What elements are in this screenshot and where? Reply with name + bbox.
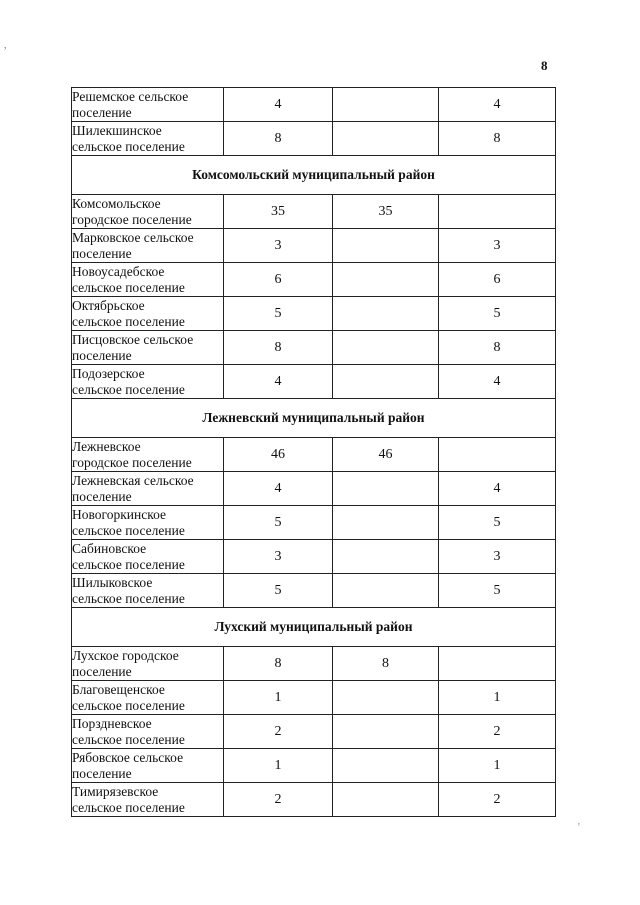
urban-count-cell — [333, 88, 439, 122]
rural-count-cell: 4 — [439, 88, 556, 122]
rural-count-cell: 2 — [439, 783, 556, 817]
settlement-name-line: Комсомольское — [72, 195, 161, 211]
table-row — [72, 647, 556, 681]
table-row — [72, 749, 556, 783]
settlement-name-line: городское поселение — [72, 454, 192, 470]
settlement-name-line: Лежневская сельское — [72, 472, 194, 488]
urban-count-cell — [333, 749, 439, 783]
settlement-name-cell — [72, 88, 224, 122]
urban-count-cell: 46 — [333, 438, 439, 472]
table-row — [72, 229, 556, 263]
settlement-name-cell — [72, 195, 224, 229]
urban-count-cell — [333, 681, 439, 715]
total-count-cell: 4 — [224, 365, 333, 399]
rural-count-cell: 6 — [439, 263, 556, 297]
rural-count-cell: 5 — [439, 574, 556, 608]
total-count-cell: 5 — [224, 297, 333, 331]
table-row — [72, 540, 556, 574]
settlement-name-line: поселение — [72, 488, 132, 504]
settlement-name-cell — [72, 715, 224, 749]
table-row — [72, 506, 556, 540]
total-count-cell: 3 — [224, 229, 333, 263]
settlement-name-cell — [72, 297, 224, 331]
settlement-name-line: сельское поселение — [72, 556, 185, 572]
settlement-name-line: Октябрьское — [72, 297, 145, 313]
urban-count-cell — [333, 229, 439, 263]
urban-count-cell — [333, 540, 439, 574]
rural-count-cell: 4 — [439, 472, 556, 506]
urban-count-cell — [333, 506, 439, 540]
district-header-row — [72, 608, 556, 647]
rural-count-cell — [439, 647, 556, 681]
settlement-name-line: Шилекшинское — [72, 122, 162, 138]
rural-count-cell: 1 — [439, 681, 556, 715]
table-row — [72, 365, 556, 399]
settlement-name-line: сельское поселение — [72, 279, 185, 295]
settlement-name-line: Рябовское сельское — [72, 749, 184, 765]
page-number: 8 — [541, 58, 548, 73]
urban-count-cell — [333, 365, 439, 399]
urban-count-cell: 35 — [333, 195, 439, 229]
urban-count-cell — [333, 472, 439, 506]
settlement-name-line: Лежневское — [72, 438, 141, 454]
rural-count-cell: 8 — [439, 122, 556, 156]
settlement-name-cell — [72, 365, 224, 399]
table-row — [72, 438, 556, 472]
total-count-cell: 4 — [224, 472, 333, 506]
district-header-row — [72, 156, 556, 195]
rural-count-cell: 1 — [439, 749, 556, 783]
settlement-name-line: сельское поселение — [72, 138, 185, 154]
urban-count-cell — [333, 574, 439, 608]
district-title: Лежневский муниципальный район — [72, 399, 556, 438]
settlement-name-line: Лухское городское — [72, 647, 179, 663]
settlement-name-line: Писцовское сельское — [72, 331, 194, 347]
settlement-name-cell — [72, 122, 224, 156]
rural-count-cell: 5 — [439, 297, 556, 331]
rural-count-cell: 5 — [439, 506, 556, 540]
table-row — [72, 472, 556, 506]
settlement-name-cell — [72, 783, 224, 817]
table-row — [72, 122, 556, 156]
table-row — [72, 195, 556, 229]
settlement-name-cell — [72, 331, 224, 365]
settlement-name-line: сельское поселение — [72, 731, 185, 747]
total-count-cell: 35 — [224, 195, 333, 229]
table-row — [72, 574, 556, 608]
table-row — [72, 715, 556, 749]
settlement-name-line: Новогоркинское — [72, 506, 167, 522]
settlement-name-line: Шилыковское — [72, 574, 153, 590]
total-count-cell: 8 — [224, 122, 333, 156]
total-count-cell: 5 — [224, 506, 333, 540]
table-row — [72, 681, 556, 715]
settlements-table — [71, 87, 556, 817]
rural-count-cell — [439, 438, 556, 472]
total-count-cell: 3 — [224, 540, 333, 574]
urban-count-cell: 8 — [333, 647, 439, 681]
settlement-name-line: городское поселение — [72, 211, 192, 227]
table-row — [72, 331, 556, 365]
scan-speck-mark: , — [4, 40, 7, 51]
settlement-name-line: поселение — [72, 765, 132, 781]
district-title: Лухский муниципальный район — [72, 608, 556, 647]
rural-count-cell: 3 — [439, 540, 556, 574]
table-row — [72, 263, 556, 297]
settlement-name-line: Благовещенское — [72, 681, 165, 697]
table-row — [72, 783, 556, 817]
settlement-name-line: сельское поселение — [72, 697, 185, 713]
settlement-name-cell — [72, 681, 224, 715]
settlement-name-line: сельское поселение — [72, 381, 185, 397]
settlement-name-line: сельское поселение — [72, 313, 185, 329]
district-header-row — [72, 399, 556, 438]
settlement-name-line: поселение — [72, 663, 132, 679]
settlement-name-line: сельское поселение — [72, 590, 185, 606]
table-row — [72, 88, 556, 122]
urban-count-cell — [333, 331, 439, 365]
total-count-cell: 6 — [224, 263, 333, 297]
settlement-name-cell — [72, 438, 224, 472]
settlement-name-line: сельское поселение — [72, 522, 185, 538]
settlement-name-line: Порздневское — [72, 715, 152, 731]
settlement-name-cell — [72, 506, 224, 540]
settlement-name-line: поселение — [72, 347, 132, 363]
settlement-name-cell — [72, 472, 224, 506]
total-count-cell: 8 — [224, 647, 333, 681]
total-count-cell: 4 — [224, 88, 333, 122]
settlement-name-line: поселение — [72, 245, 132, 261]
settlement-name-line: Новоусадебское — [72, 263, 165, 279]
total-count-cell: 46 — [224, 438, 333, 472]
total-count-cell: 1 — [224, 749, 333, 783]
urban-count-cell — [333, 715, 439, 749]
settlement-name-cell — [72, 574, 224, 608]
rural-count-cell — [439, 195, 556, 229]
settlement-name-line: Подозерское — [72, 365, 145, 381]
urban-count-cell — [333, 297, 439, 331]
urban-count-cell — [333, 122, 439, 156]
district-title: Комсомольский муниципальный район — [72, 156, 556, 195]
rural-count-cell: 4 — [439, 365, 556, 399]
settlement-name-line: Сабиновское — [72, 540, 147, 556]
total-count-cell: 2 — [224, 783, 333, 817]
settlement-name-line: Решемское сельское — [72, 88, 189, 104]
rural-count-cell: 8 — [439, 331, 556, 365]
settlement-name-line: поселение — [72, 104, 132, 120]
settlement-name-cell — [72, 263, 224, 297]
scan-speck-mark: ' — [578, 822, 580, 833]
total-count-cell: 5 — [224, 574, 333, 608]
urban-count-cell — [333, 783, 439, 817]
total-count-cell: 2 — [224, 715, 333, 749]
settlement-name-cell — [72, 647, 224, 681]
urban-count-cell — [333, 263, 439, 297]
rural-count-cell: 2 — [439, 715, 556, 749]
total-count-cell: 8 — [224, 331, 333, 365]
rural-count-cell: 3 — [439, 229, 556, 263]
table-row — [72, 297, 556, 331]
total-count-cell: 1 — [224, 681, 333, 715]
settlement-name-line: сельское поселение — [72, 799, 185, 815]
settlement-name-cell — [72, 229, 224, 263]
settlement-name-cell — [72, 749, 224, 783]
settlement-name-cell — [72, 540, 224, 574]
settlement-name-line: Марковское сельское — [72, 229, 194, 245]
settlements-table-body — [72, 88, 556, 817]
settlement-name-line: Тимирязевское — [72, 783, 159, 799]
